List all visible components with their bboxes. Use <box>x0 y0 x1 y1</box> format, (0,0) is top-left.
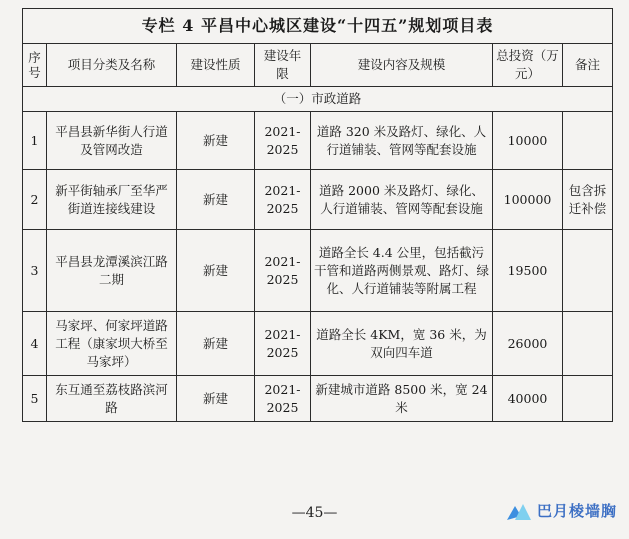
cell-content: 道路全长 4KM，宽 36 米，为双向四车道 <box>311 312 493 376</box>
watermark-logo-icon <box>503 496 535 528</box>
cell-invest: 100000 <box>493 170 563 230</box>
header-content: 建设内容及规模 <box>311 44 493 87</box>
cell-period: 2021-2025 <box>255 112 311 170</box>
cell-invest: 19500 <box>493 230 563 312</box>
cell-content: 道路 2000 米及路灯、绿化、人行道铺装、管网等配套设施 <box>311 170 493 230</box>
cell-invest: 10000 <box>493 112 563 170</box>
table-row <box>23 170 613 230</box>
cell-note: 包含拆迁补偿 <box>563 170 613 230</box>
watermark <box>503 494 623 532</box>
cell-period: 2021-2025 <box>255 312 311 376</box>
header-row <box>23 44 613 87</box>
header-invest: 总投资（万元） <box>493 44 563 87</box>
table-row <box>23 312 613 376</box>
cell-seq: 5 <box>23 376 47 422</box>
cell-period: 2021-2025 <box>255 376 311 422</box>
cell-content: 道路全长 4.4 公里，包括截污干管和道路两侧景观、路灯、绿化、人行道铺装等附属工程 <box>311 230 493 312</box>
cell-nature: 新建 <box>177 312 255 376</box>
cell-note <box>563 312 613 376</box>
header-name: 项目分类及名称 <box>47 44 177 87</box>
cell-seq: 4 <box>23 312 47 376</box>
table-row <box>23 230 613 312</box>
section-title: （一）市政道路 <box>23 87 613 112</box>
cell-nature: 新建 <box>177 112 255 170</box>
header-period: 建设年限 <box>255 44 311 87</box>
cell-name: 新平街轴承厂至华严街道连接线建设 <box>47 170 177 230</box>
cell-name: 东互通至荔枝路滨河路 <box>47 376 177 422</box>
cell-nature: 新建 <box>177 376 255 422</box>
cell-period: 2021-2025 <box>255 230 311 312</box>
project-table <box>22 8 613 422</box>
cell-name: 马家坪、何家坪道路工程（康家坝大桥至马家坪） <box>47 312 177 376</box>
cell-seq: 1 <box>23 112 47 170</box>
cell-name: 平昌县新华街人行道及管网改造 <box>47 112 177 170</box>
page-number: —45— <box>291 505 338 521</box>
watermark-text: 巴月棱墙胸 <box>537 502 618 520</box>
table-row <box>23 376 613 422</box>
cell-content: 道路 320 米及路灯、绿化、人行道铺装、管网等配套设施 <box>311 112 493 170</box>
table-row <box>23 112 613 170</box>
cell-nature: 新建 <box>177 230 255 312</box>
cell-note <box>563 112 613 170</box>
cell-note <box>563 376 613 422</box>
header-nature: 建设性质 <box>177 44 255 87</box>
table-title: 专栏 4 平昌中心城区建设“十四五”规划项目表 <box>23 9 613 44</box>
header-seq: 序号 <box>23 44 47 87</box>
header-note: 备注 <box>563 44 613 87</box>
cell-name: 平昌县龙潭溪滨江路二期 <box>47 230 177 312</box>
cell-invest: 40000 <box>493 376 563 422</box>
cell-period: 2021-2025 <box>255 170 311 230</box>
cell-seq: 3 <box>23 230 47 312</box>
cell-note <box>563 230 613 312</box>
cell-nature: 新建 <box>177 170 255 230</box>
cell-seq: 2 <box>23 170 47 230</box>
cell-content: 新建城市道路 8500 米，宽 24 米 <box>311 376 493 422</box>
cell-invest: 26000 <box>493 312 563 376</box>
